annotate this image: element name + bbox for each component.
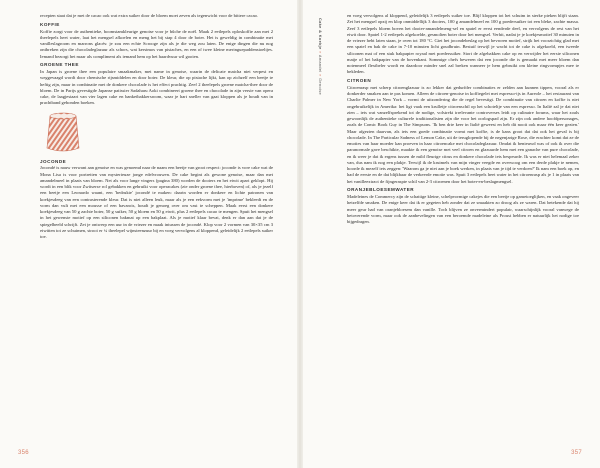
left-page [0, 0, 298, 468]
left-intro-paragraph: recepten staat dat je met de cacao ook wat extra suiker door de bloem moet zeven als tegenwicht voor de bittere cacao. [40, 13, 259, 18]
section-text-groene-thee: In Japan is groene thee een populaire smaakmaker, met name in genoise, waarin de delicate matcha niet verpest en weggevaagd wordt door chemische rijsmiddelen en door boter. De kleur, die op pistache lijkt, kan op zichzelf een beetje te heftig zijn, maar in combinatie met de donkere chocolade is het effect prachtig. Zeef 2 theelepels groene matcha-thee door de bloem. De in Parijs gevestigde Japanse patissier Sadaharu Aoki combineert groene thee en chocolade in zijn versie van opera cake, de laagjestaart van vier lagen cake en banketbakkersroom, waar je hart sneller van gaat kloppen als je houdt van in prachtband gebonden boeken. [40, 69, 273, 106]
section-heading-groene-thee: GROENE THEE [40, 62, 79, 68]
side-tab [315, 18, 323, 108]
section-text-jocondé: Jocondé is nauw verwant aan genoise en was genoemd naar de naam een beetje van groot respect: joconde is vore cake wat de Mona Lisa is voor portretten van mysterieuze jonge edelvrouwen. De cake begint als gewone genoise, maar dan met amandelmeel in plaats van bloem. Net als voor lange vingers (pagina 380) worden de dooiers en het eiwit apart geklopt. Hij wordt in een blik voor Zwitserse rol gebakken en gebruikt voor operacakes (zie onder groene thee, hierboven) of, als je jezelf een beetje een Leonardo waant, een 'bedrukte' jocondé te maken: daarin worden er donkere en lichte patronen van koekjesdeeg van een contrasterende kleur. Dat is niet alleen leuk, maar als je een eekvorm met je 'imprime' bekleedt en de vorm dan vult met een mousse of een bavarois, houdt je genoeg over om vast te scheppen. Maak eerst een donkere koekjesdeeg van 50 g zachte boter, 50 g suiker, 50 g bloem en 50 g eiwit, plus 2 eetlepels cacao te mengen. Spuit het mengsel in het gewenste motief op een siliconen bakmat op een bakplaat. Als je motief klaar bevat, denk er dan aan dat je de spiegelbeeld schrijft. Zet je ontwerp een uur in de vriezer en maak intussen de jocondé. Klop voor 2 vormen van 30×35 cm 3 eiwitten tot ze schuimen, strooi er ¼ theelepel wijnsteenzuur bij en voeg vervolgens al kloppend, geleidelijk 2 eetlepels suiker toe. [40, 165, 273, 239]
section-text-citroen: Citroenrasp met scherp citroenglazuur is zo lekker dat gedurfder combinaties er zelden aan kunnen tippen, vooral als er donkerder smaken aan te pas komen. Alleen de citroen-genoise in koffiegelei met espresso-ijs in Aureole – het restaurant van Charlie Palmer in New York – vormt de uitzondering die de regel bevestigt. De combinatie van citroen en koffie is niet ongebruikelijk in Amerika: het ligt vaak een krulletje citroenschil op het schoteltje van een espresso. In Italië zal je dat niet zien – iets wat vanzelfsprekend tot de nodige, volstrekt irrelevante controverses leidt op culinaire forums, waar het zoals gewoonlijk de authentieke culturele traditionalisten zijn die voor het oorlogspad zijn. Er zijn ook andere hoofdpersonages, zoals de Comic Book Guy in The Simpsons. 'Ik ben drie keer in Italië geweest en heb dit nooit ook maar één keer gezien.' Maar afgezien daarvan, als iets een goede combinatie vormt met koffie, is de kans groot dat dat ook het geval is bij chocolade. In The Particular Sadness of Lemon Cake, uit de teruglopende bij de negenjarige Rose, die erachter komt dat ze de emoties van haar moeder kan proeven in haar citroencake met chocoladeglazuur. Omdat ik benieuwd was of ook ik over die paranormale gave beschikte, maakte ik een genoise met veel citroen en glazuurde hem met een ganache van pure chocolade, en ik weer je dat ik ergens tussen de mild fleurige citrus en donkere chocolade iets bespeurde. Ik was er niet helemaal zeker van, dus nam ik nog een plakje. Terwijl ik de kruimels van mijn vinger veegde en overwoog om een derde plakje te nemen, hoorde ik mezelf iets zeggen: 'Waarom ga je niet aan je boek werken, in plaats van je tijd te verdoen?' Ik nam een boek op, en had de eerste en de dat blijkbaar de verkeerde emotie was. Spuit 3 eetlepels heet water in het citroenrasp als je 1 in plaats van het vanilleextract de fijngeraspte schil van 2-3 citroenen door het boter-en-beslagmengsel. [347, 84, 579, 184]
section-heading-koffie: KOFFIE [40, 21, 60, 27]
section-heading-jocondé: JOCONDE [40, 158, 67, 164]
right-intro-paragraph: en voeg vervolgens al kloppend, geleidelijk 3 eetlepels suiker toe. Blijf kloppen tot het schuim in sterke pieken blijft staan. Zet het mengsel opzij en klop onmiddellijk 3 dooiers, 100 g amandelmeel en 100 g poedersuiker tot een bleke, zachte massa. Zeef 3 eetlepels bloem boven het dooier-amandelmeng-sel en spatel er eerst eenderde deel, en vervolgens de rest van het eiwit door. Spatel 1-2 eetlepels afgekoelde, gesmolten boter door het mengsel. Verhit, nadat je je koekjesmotief 30 minuten in de vriezer hebt laten staan, je oven tot 180 °C. Giet het jocondebeslag op het bevroren motief, strijk het voorzichtig glad met een spatel en bak de cake in 7-10 minuten licht goudbruin. Bestuif terwijl je wacht tot de cake is afgekoeld, een tweede siliconen mat of een stuk bakpapier royaal met poedersuiker. Stort de afgebakken cake op en verwijder het eerste siliconen matje of het bakpapier van de bovenkant. Sommige chefs beweren dat een joconde die is gemaakt met meer bloem dan notenmeel flexibeler wordt en daardoor minder snel zal breken wanneer je hem gebruikt om kleine ringvormpjes mee te bekleden. [347, 13, 579, 75]
left-page-text [40, 13, 273, 453]
page-number-right: 357 [571, 450, 582, 456]
section-heading-citroen: CITROEN [347, 78, 372, 83]
section-text-oranjebloesemwater: Madeleines de Commercy zijn de schattige kleine, schelpvormige cakejes die een beetje op gametoeglijken, en vaak ongeveer hetzelfde smaken. De enige keer dat ik er gegeten heb zonder dat ze smaakten zo droog als ze waren. Dat betekende dat hij meer geur had van oranjebloesem dan vanille. Toch blijven ze onvermindert populair, waarschijnlijk vooral vanwege de betoverende vorm, maar ook de aanbevelingen van een beroemde madeleine als Proust hebben er natuurlijk het nodige toe bijgedragen. [347, 194, 579, 224]
side-tab-section: Cake & Koekje [318, 18, 322, 50]
page-number-left: 356 [18, 450, 29, 456]
right-page [302, 0, 600, 468]
side-tab-subsection: Amandel [318, 54, 322, 73]
section-heading-oranjebloesemwater: ORANJEBLOESEMWATER [347, 187, 415, 193]
side-tab-separator-2: » [318, 74, 322, 77]
section-text-koffie: Koffie zorgt voor de authentieke, boomstamkleurige genoise voor je bûche de noël. Maak 2 eetlepels oploskoffie aan met 2 theelepels heet water, laat het mengsel afkoelen en meng het bij stap 4 door de boter. Het is geweldig in combinatie met vanilleslagroom en marrons glacés: je zou een echte Scrooge zijn als je die weg zou laten. De enige dingen die nu nog ontbreken zijn die chocoladeglazuur als schors, wat kerstmos van pistaches, en een of twee kleine meringuepaddenstoeltjes. Iemand bezorgt het maar als compliment als iemand hem op het haardvuur wil gooien. [40, 28, 273, 59]
side-tab-separator: » [318, 51, 322, 54]
side-tab-sub2: Genoise [318, 78, 322, 96]
right-page-text [347, 13, 579, 453]
cake-illustration [40, 110, 86, 156]
